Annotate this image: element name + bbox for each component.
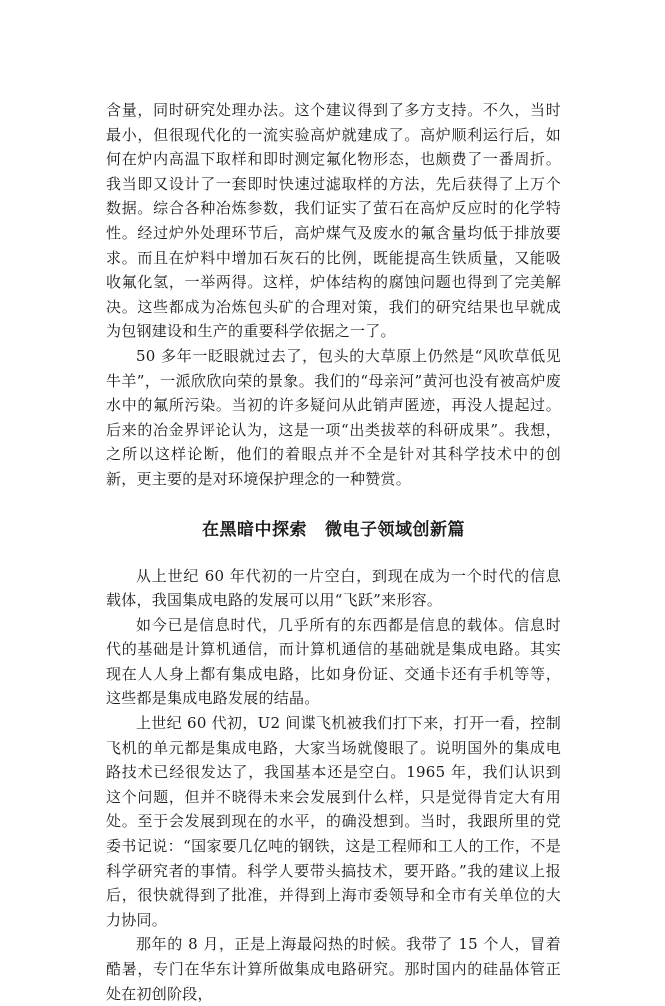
section-heading-left: 在黑暗中探索 [202,519,307,540]
document-page [106,98,561,1006]
body-paragraph: 从上世纪 60 年代初的一片空白，到现在成为一个时代的信息载体，我国集成电路的发展可以用“飞跃”来形容。 [106,566,561,610]
section-heading-right: 微电子领域创新篇 [325,519,465,540]
body-paragraph: 50 多年一眨眼就过去了，包头的大草原上仍然是“风吹草低见牛羊”，一派欣欣向荣的景象。我们的“母亲河”黄河也没有被高炉废水中的氟所污染。当初的许多疑问从此销声匿迹，再没人提起过。后来的冶金界评论认为，这是一项“出类拔萃的科研成果”。我想，之所以这样论断，他们的着眼点并不全是针对其科学技术中的创新，更主要的是对环境保护理念的一种赞赏。 [106,346,561,488]
body-paragraph: 上世纪 60 代初，U2 间谍飞机被我们打下来，打开一看，控制飞机的单元都是集成电路，大家当场就傻眼了。说明国外的集成电路技术已经很发达了，我国基本还是空白。1965 年，我们认识到这个问题，但并不晓得未来会发展到什么样，只是觉得肯定大有用处。至于会发展到现在的水平，的确没想到。当时，我跟所里的党委书记说：“国家要几亿吨的钢铁，这是工程师和工人的工作，不是科学研究者的事情。科学人要带头搞技术，要开路。”我的建议上报后，很快就得到了批准，并得到上海市委领导和全市有关单位的大力协同。 [106,714,561,929]
section-heading [106,492,561,564]
body-paragraph: 那年的 8 月，正是上海最闷热的时候。我带了 15 个人，冒着酷暑，专门在华东计算所做集成电路研究。那时国内的硅晶体管正处在初创阶段， [106,935,561,1003]
body-paragraph: 含量，同时研究处理办法。这个建议得到了多方支持。不久，当时最小，但很现代化的一流实验高炉就建成了。高炉顺利运行后，如何在炉内高温下取样和即时测定氟化物形态，也颇费了一番周折。我当即又设计了一套即时快速过滤取样的方法，先后获得了上万个数据。综合各种冶炼参数，我们证实了萤石在高炉反应时的化学特性。经过炉外处理环节后，高炉煤气及废水的氟含量均低于排放要求。而且在炉料中增加石灰石的比例，既能提高生铁质量，又能吸收氟化氢，一举两得。这样，炉体结构的腐蚀问题也得到了完美解决。这些都成为冶炼包头矿的合理对策，我们的研究结果也早就成为包钢建设和生产的重要科学依据之一了。 [106,101,561,341]
body-paragraph: 如今已是信息时代，几乎所有的东西都是信息的载体。信息时代的基础是计算机通信，而计算机通信的基础就是集成电路。其实现在人人身上都有集成电路，比如身份证、交通卡还有手机等等，这些都是集成电路发展的结晶。 [106,615,561,708]
